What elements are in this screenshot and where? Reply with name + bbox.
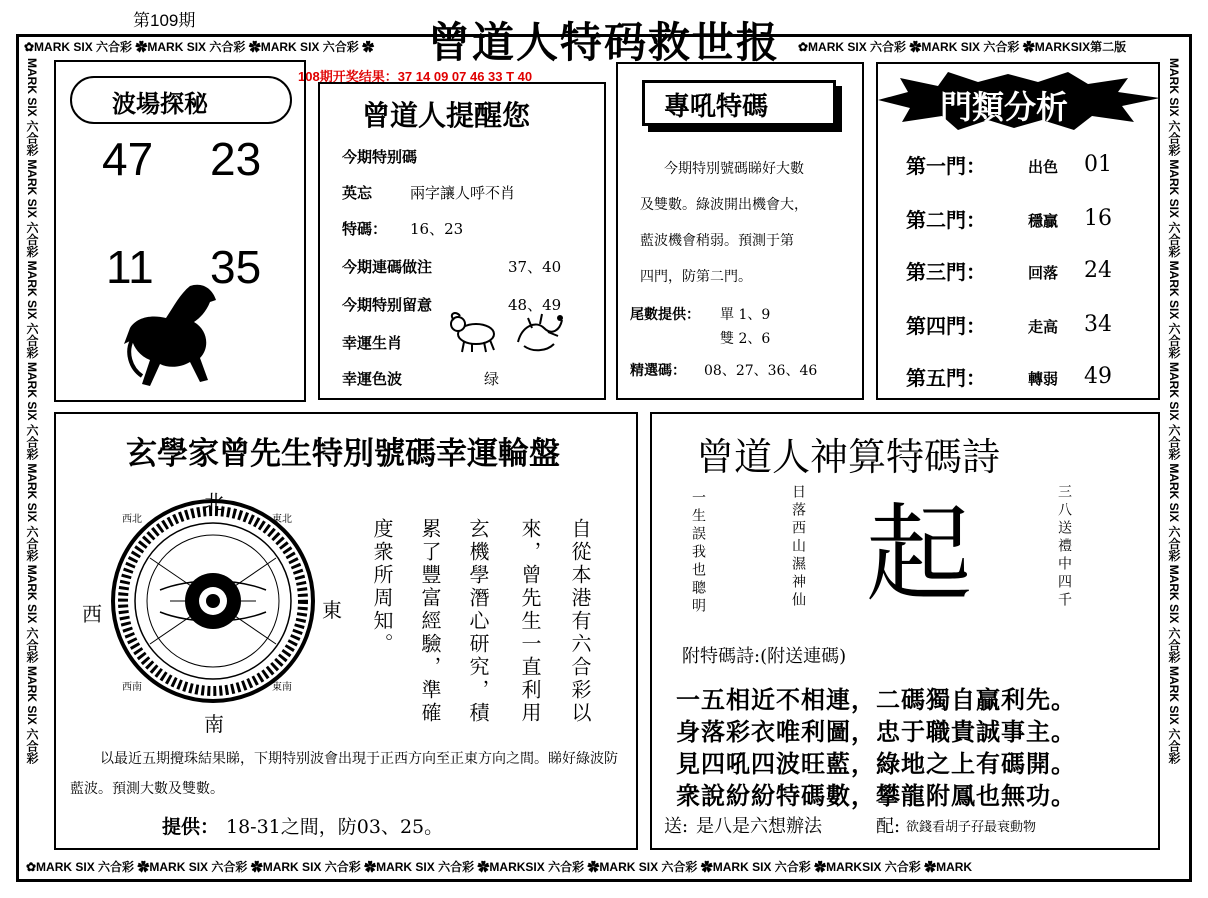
poem-col-2: 日落西山濕神仙 [790, 484, 806, 610]
doors-title-burst [878, 72, 1160, 130]
riddle-label: 英忘 [342, 184, 373, 202]
compass-east: 東 [322, 598, 342, 622]
wheel-col-5: 度衆所周知。 [370, 518, 394, 656]
door-1-name: 第一門： [906, 154, 986, 178]
tail-double: 雙 2、6 [720, 331, 771, 347]
poem-line-2: 身落彩衣唯利圖，忠于職貴誠事主。 [676, 718, 1076, 746]
ram-icon [446, 310, 502, 354]
compass-nw: 西北 [122, 514, 142, 525]
compass-se: 東南 [272, 682, 292, 693]
special-code-title: 專吼特碼 [664, 92, 769, 122]
horse-icon [120, 278, 230, 398]
bottom-banner: ✿MARK SIX 六合彩 ✿MARK SIX 六合彩 ✿MARK SIX 六合彩 ✿MARK SIX 六合彩 ✿MARKSIX 六合彩 ✿MARK SIX 六合彩 ✿MARK SIX 六合彩 ✿MARKSIX 六合彩 ✿MARK [26, 860, 973, 874]
send-label: 送: [664, 816, 689, 837]
pick-value: 08、27、36、46 [704, 363, 818, 379]
door-3-desc: 回落 [1028, 264, 1059, 282]
watch-label: 今期特别留意 [342, 296, 433, 314]
poem-panel [650, 412, 1160, 850]
riddle-text: 兩字讓人呼不肖 [410, 184, 516, 202]
left-banner: MARK SIX 六合彩 MARK SIX 六合彩 MARK SIX 六合彩 MARK SIX 六合彩 MARK SIX 六合彩 MARK SIX 六合彩 MARK SIX 六合彩 [25, 58, 39, 765]
reminder-subtitle: 今期特别碼 [342, 148, 418, 166]
compass-ne: 東北 [272, 514, 292, 525]
wave-number-3: 11 [106, 241, 154, 293]
wheel-col-3: 玄機學潛心研究，積 [466, 518, 490, 725]
pair-value: 欲錢看胡子孖最衰動物 [906, 820, 1037, 835]
combo-value: 37、40 [508, 258, 562, 276]
door-5-desc: 轉弱 [1028, 370, 1059, 388]
reminder-title: 曾道人提醒您 [362, 99, 531, 132]
issue-number: 第109期 [133, 11, 196, 30]
wheel-col-4: 累了豐富經驗，準確 [418, 518, 442, 725]
zodiac-label: 幸運生肖 [342, 334, 403, 352]
special-code-panel [616, 62, 864, 400]
door-1-desc: 出色 [1028, 158, 1059, 176]
last-result: 108期开奖结果：37 14 09 07 46 33 T 40 [298, 69, 533, 84]
door-5-name: 第五門： [906, 366, 986, 390]
pick-label: 精選碼： [630, 363, 686, 379]
tail-label: 尾數提供： [630, 307, 700, 323]
provide-label: 提供： [162, 816, 220, 838]
pair-label: 配: [876, 816, 901, 837]
poem-attach: 附特碼詩:(附送連碼) [682, 646, 847, 667]
dragon-icon [512, 306, 566, 356]
provide-value: 18-31之間，防03、25。 [226, 816, 444, 838]
door-1-num: 01 [1084, 152, 1112, 177]
poem-title: 曾道人神算特碼詩 [696, 435, 1001, 479]
color-value: 绿 [484, 370, 500, 388]
wheel-col-1: 自從本港有六合彩以 [568, 518, 592, 725]
poem-big-char: 起 [866, 493, 972, 616]
compass-south: 南 [204, 712, 224, 736]
doors-panel [876, 62, 1160, 400]
poem-line-4: 衆說紛紛特碼數，攀龍附鳳也無功。 [676, 782, 1076, 810]
wheel-title: 玄學家曾先生特別號碼幸運輪盤 [126, 436, 560, 472]
doors-title: 門類分析 [940, 88, 1069, 126]
compass-west: 西 [82, 602, 102, 626]
top-right-banner: ✿MARK SIX 六合彩 ✿MARK SIX 六合彩 ✿MARKSIX第二版 [798, 40, 1127, 54]
door-4-name: 第四門： [906, 314, 986, 338]
door-3-num: 24 [1084, 258, 1112, 283]
compass-north: 北 [204, 490, 224, 514]
color-label: 幸運色波 [342, 370, 403, 388]
wave-number-1: 47 [102, 133, 154, 185]
top-left-banner: ✿MARK SIX 六合彩 ✿MARK SIX 六合彩 ✿MARK SIX 六合彩 ✿ [24, 40, 375, 54]
wheel-panel [54, 412, 638, 850]
wave-panel [54, 60, 306, 402]
wave-title: 波場探秘 [112, 90, 208, 118]
door-2-num: 16 [1084, 206, 1112, 231]
poem-col-3: 三八送禮中四千 [1056, 484, 1072, 610]
door-3-name: 第三門： [906, 260, 986, 284]
door-5-num: 49 [1084, 364, 1112, 389]
combo-label: 今期連碼做注 [342, 258, 433, 276]
door-4-desc: 走高 [1028, 318, 1059, 336]
door-4-num: 34 [1084, 312, 1112, 337]
special-code-line-1: 今期特別號碼睇好大數 [664, 161, 804, 177]
special-code-line-2: 及雙數。綠波開出機會大， [640, 197, 808, 213]
poem-col-1: 一生誤我也聰明 [690, 490, 706, 616]
poem-line-3: 見四吼四波旺藍，綠地之上有碼開。 [676, 750, 1076, 778]
door-2-name: 第二門： [906, 208, 986, 232]
door-2-desc: 穩贏 [1028, 212, 1059, 230]
compass-sw: 西南 [122, 682, 142, 693]
special-value: 16、23 [410, 220, 464, 238]
wheel-col-2: 來，曾先生一直利用 [518, 518, 542, 725]
page-title: 曾道人特码救世报 [428, 18, 781, 67]
right-banner: MARK SIX 六合彩 MARK SIX 六合彩 MARK SIX 六合彩 MARK SIX 六合彩 MARK SIX 六合彩 MARK SIX 六合彩 MARK SIX 六合彩 [1167, 58, 1181, 765]
compass-wheel-icon [110, 498, 316, 704]
tail-single: 單 1、9 [720, 307, 771, 323]
watch-value: 48、49 [508, 296, 562, 314]
wheel-note: 以最近五期攪珠結果睇，下期特别波會出現于正西方向至正東方向之間。睇好綠波防藍波。預測大數及雙數。 [70, 751, 618, 797]
special-label: 特碼： [342, 220, 388, 238]
reminder-panel [318, 82, 606, 400]
wave-number-4: 35 [210, 241, 262, 293]
special-code-line-3: 藍波機會稍弱。預測于第 [640, 233, 794, 249]
wave-number-2: 23 [210, 133, 262, 185]
poem-line-1: 一五相近不相連，二碼獨自贏利先。 [676, 686, 1076, 714]
send-value: 是八是六想辦法 [696, 816, 822, 837]
special-code-line-4: 四門，防第二門。 [640, 269, 752, 285]
